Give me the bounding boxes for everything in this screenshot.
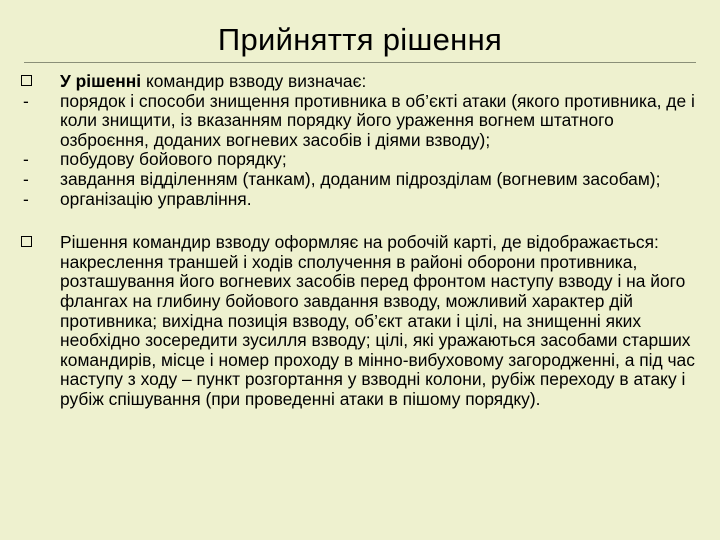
dash-marker: - — [23, 90, 29, 111]
dash-item-text: організацію управління. — [60, 188, 252, 209]
slide-body — [20, 72, 700, 410]
square-bullet-icon — [21, 236, 32, 247]
title-divider — [24, 62, 696, 63]
bullet-map-decision — [20, 233, 700, 409]
intro-text: командир взводу визначає: — [141, 71, 367, 91]
square-bullet-icon — [21, 75, 32, 86]
map-decision-text: Рішення командир взводу оформляє на робочій карті, де відображається: накреслення траншей і ходів сполучення в районі оборони противника, розташування його вогневих засобів перед фронтом наступу взводу і на його флангах на глибину бойового завдання взводу, можливий характер дій противника; вихідна позиція взводу, об’єкт атаки і цілі, на знищенні яких необхідно зосередити зусилля взводу; цілі, які уражаються засобами старших командирів, місце і номер проходу в мінно-вибуховому загородженні, а під час наступу з ходу – пункт розгортання у взводні колони, рубіж переходу в атаку і рубіж спішування (при проведенні атаки в пішому порядку). — [60, 232, 695, 409]
dash-marker: - — [23, 149, 29, 170]
dash-item — [20, 92, 700, 151]
dash-item-text: побудову бойового порядку; — [60, 149, 287, 170]
dash-item — [20, 190, 700, 210]
bullet-intro — [20, 72, 700, 92]
dash-item — [20, 170, 700, 190]
slide-title: Прийняття рішення — [217, 22, 503, 57]
intro-bold: У рішенні — [60, 71, 142, 91]
dash-item-text: порядок і способи знищення противника в об’єкті атаки (якого противника, де і коли знищити, із вказанням порядку його ураження вогнем штатного озброєння, доданих вогневих засобів і діями взводу); — [60, 90, 695, 150]
spacer — [20, 209, 700, 233]
dash-item — [20, 150, 700, 170]
dash-item-text: завдання відділенням (танкам), доданим підрозділам (вогневим засобам); — [60, 168, 661, 189]
dash-marker: - — [23, 168, 29, 189]
dash-marker: - — [23, 188, 29, 209]
